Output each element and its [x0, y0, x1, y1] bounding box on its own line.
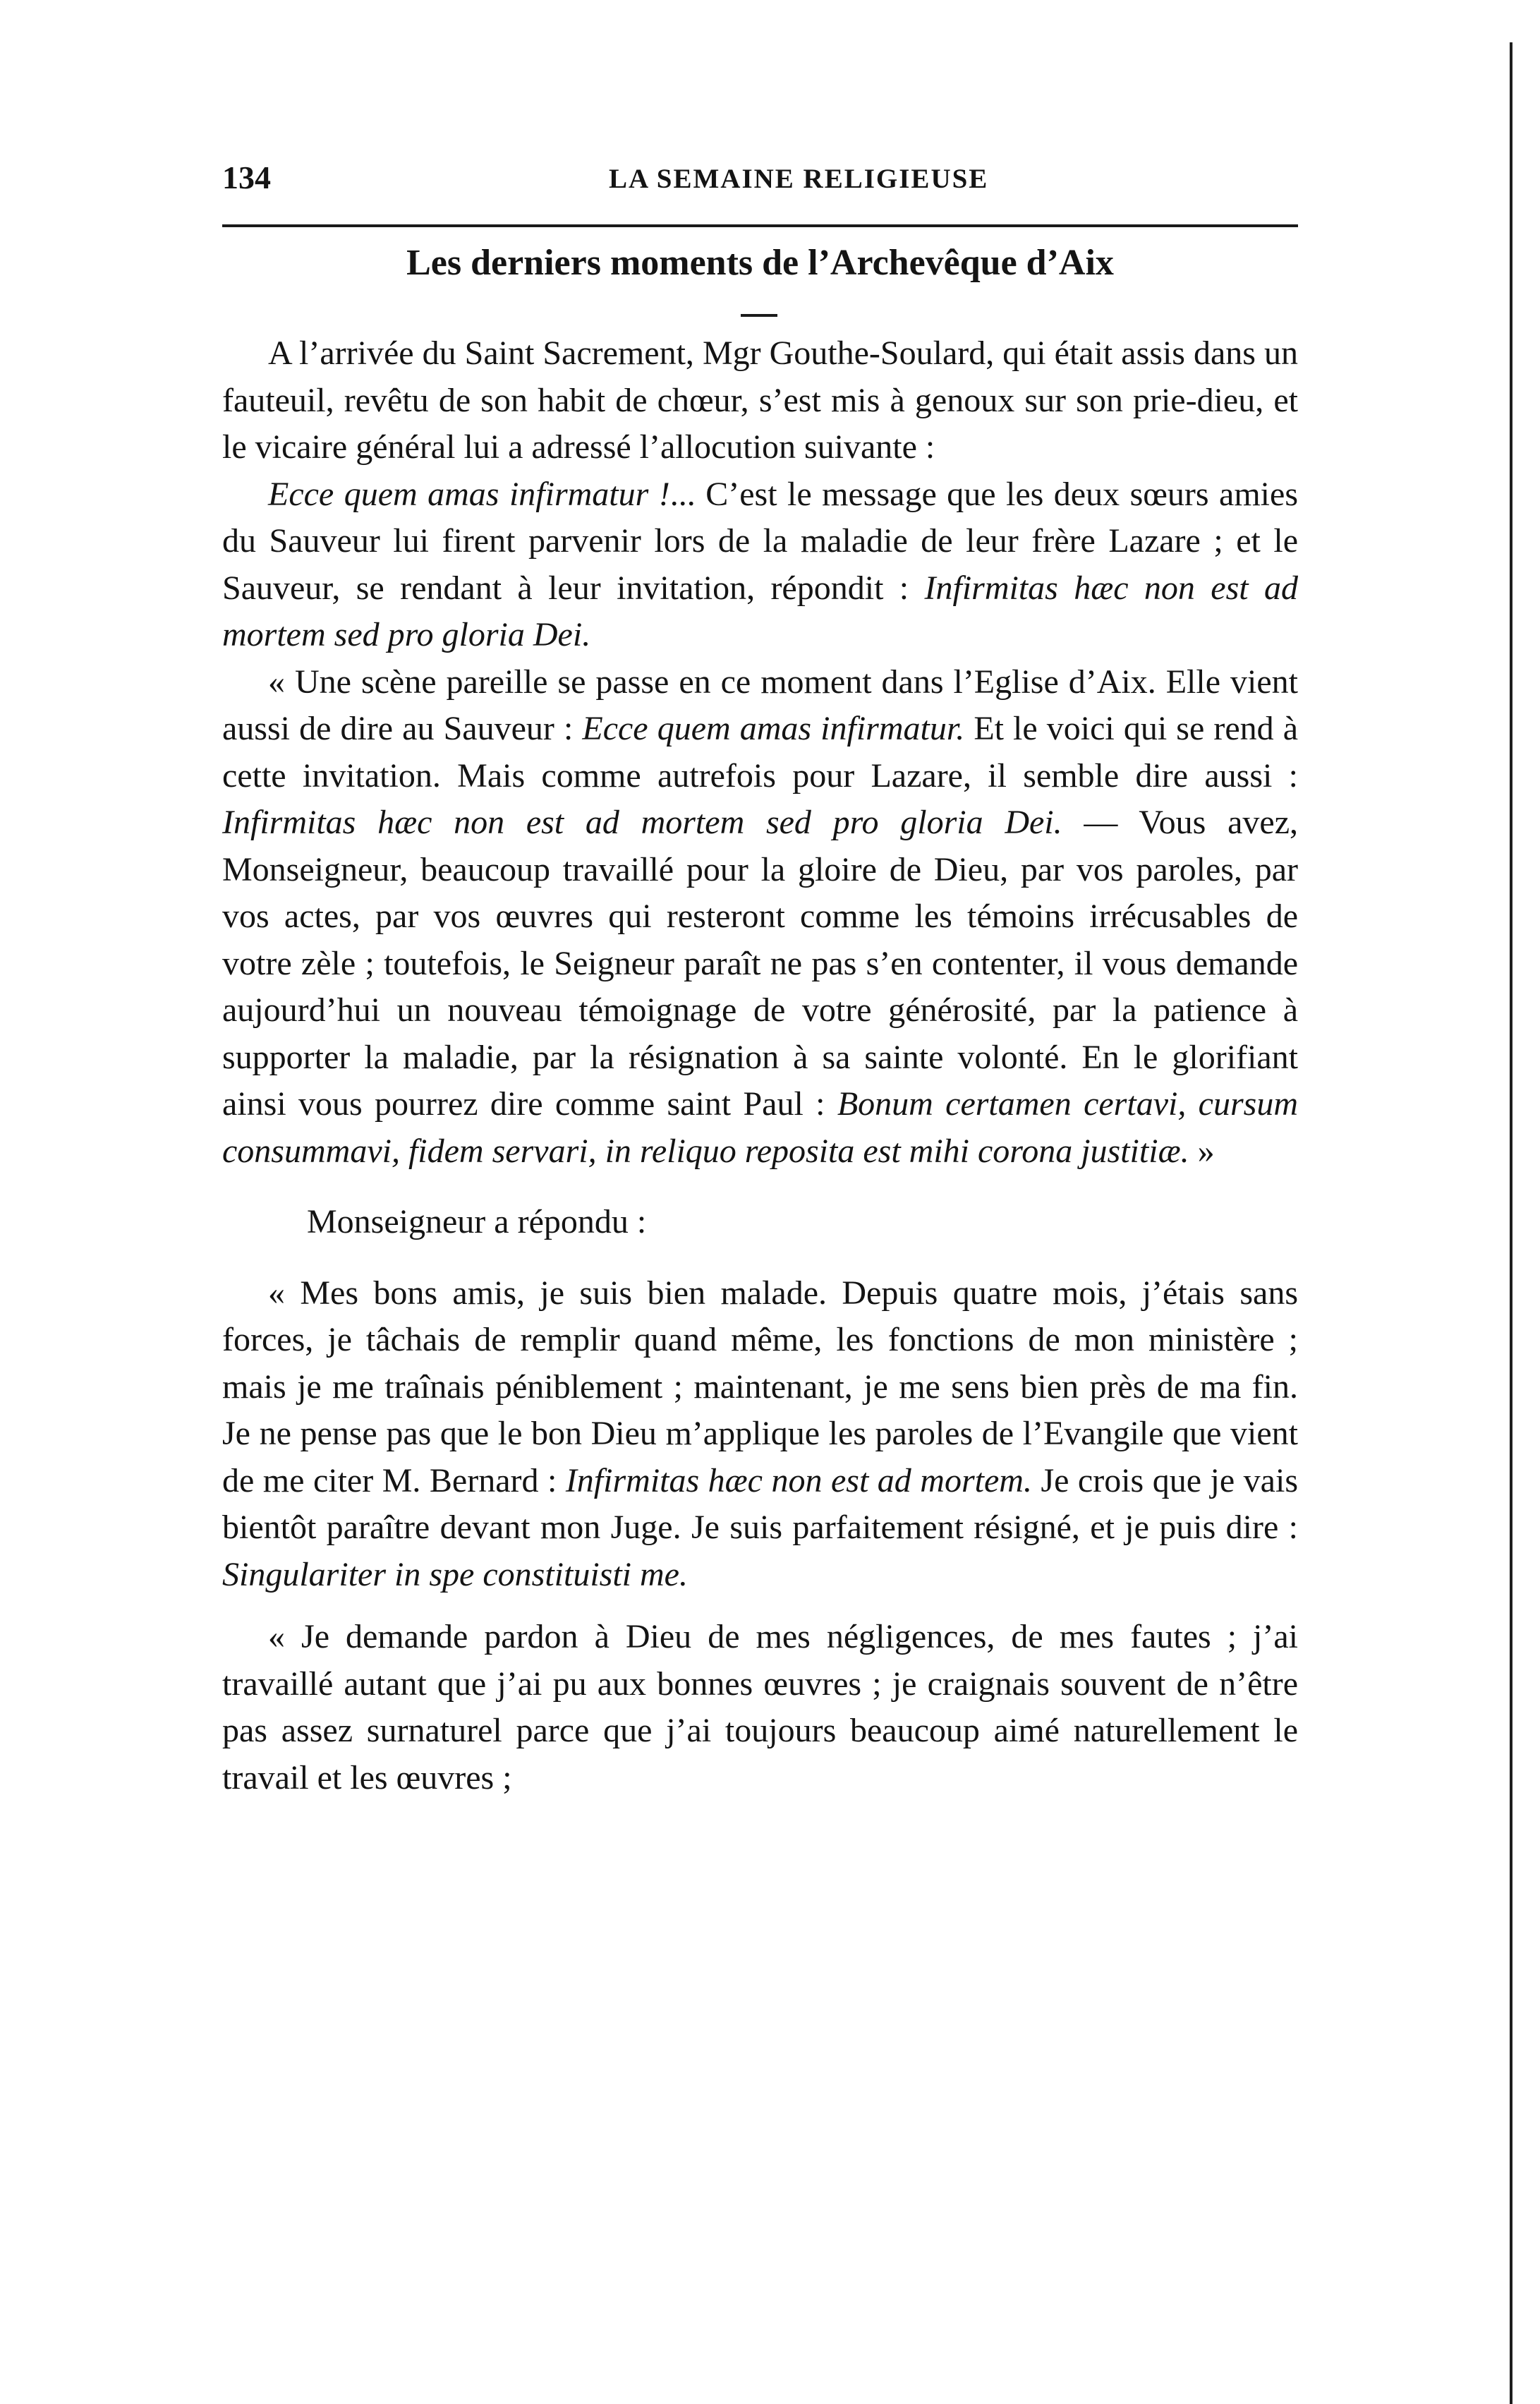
- paragraph-1: [222, 330, 1298, 471]
- text-segment: « Je demande pardon à Dieu de mes négligences, de mes fautes ; j’ai travaillé autant que j’ai pu aux bonnes œuvres ; je craignais souvent de n’être pas assez surnaturel parce que j’ai toujours beaucoup aimé naturellement le travail et les œuvres ;: [222, 1618, 1298, 1796]
- text-segment: A l’arrivée du Saint Sacrement, Mgr Gouthe-Soulard, qui était assis dans un fauteuil, revêtu de son habit de chœur, s’est mis à genoux sur son prie-dieu, et le vicaire général lui a adressé l’allocution suivante :: [222, 334, 1298, 466]
- text-segment: »: [1189, 1132, 1215, 1170]
- page-edge-border: [1510, 42, 1512, 2404]
- latin-quote: Ecce quem amas infirmatur.: [582, 710, 965, 747]
- latin-quote: Infirmitas hæc non est ad mortem sed pro gloria Dei.: [222, 804, 1062, 841]
- text-segment: Et le voici qui se rend à cette invitation. Mais comme autrefois pour Lazare, il semble dire aussi :: [222, 710, 1299, 795]
- page-header: [222, 157, 1298, 206]
- paragraph-3: [222, 659, 1298, 1176]
- latin-quote: Infirmitas hæc non est ad mortem.: [565, 1461, 1032, 1499]
- running-title: LA SEMAINE RELIGIEUSE: [609, 164, 989, 194]
- text-segment: Monseigneur a répondu :: [307, 1203, 647, 1240]
- latin-quote: Ecce quem amas infirmatur !: [268, 475, 670, 513]
- text-segment: « Une scène pareille se passe en ce moment dans l’Eglise d’Aix. Elle vient aussi de dire au Sauveur :: [222, 663, 1298, 747]
- header-rule: [222, 224, 1298, 227]
- paragraph-4: [222, 1199, 1298, 1246]
- text-segment: « Mes bons amis, je suis bien malade. Depuis quatre mois, j’étais sans forces, je tâchais de remplir quand même, les fonctions de mon ministère ; mais je me traînais péniblement ; maintenant, je me sens bien près de ma fin. Je ne pense pas que le bon Dieu m’applique les paroles de l’Evangile que vient de me citer M. Bernard :: [222, 1274, 1298, 1499]
- paragraph-6: [222, 1614, 1298, 1801]
- article-title: Les derniers moments de l’Archevêque d’Aix: [406, 243, 1114, 283]
- text-segment: Je crois que je vais bientôt paraître devant mon Juge. Je suis parfaitement résigné, et je puis dire :: [222, 1461, 1298, 1546]
- title-separator-dash: [741, 314, 777, 317]
- text-segment: — Vous avez, Monseigneur, beaucoup travaillé pour la gloire de Dieu, par vos paroles, par vos actes, par vos œuvres qui resteront comme les témoins irrécusables de votre zèle ; toutefois, le Seigneur paraît ne pas s’en contenter, il vous demande aujourd’hui un nouveau témoignage de votre générosité, par la patience à supporter la maladie, par la résignation à sa sainte volonté. En le glorifiant ainsi vous pourrez dire comme saint Paul :: [222, 804, 1298, 1123]
- latin-quote: Bonum certamen certavi, cursum consummavi, fidem servari, in reliquo reposita est mihi corona justitiæ.: [222, 1085, 1299, 1170]
- paragraph-5: [222, 1270, 1298, 1599]
- article-body: [222, 330, 1298, 1801]
- text-segment: ... C’est le message que les deux sœurs amies du Sauveur lui firent parvenir lors de la maladie de leur frère Lazare ; et le Sauveur, se rendant à leur invitation, répondit :: [222, 475, 1298, 607]
- paragraph-2: [222, 471, 1298, 659]
- latin-quote: Infirmitas hæc non est ad mortem sed pro gloria Dei.: [222, 569, 1298, 653]
- latin-quote: Singulariter in spe constituisti me.: [222, 1555, 688, 1593]
- page-number: 134: [222, 159, 271, 195]
